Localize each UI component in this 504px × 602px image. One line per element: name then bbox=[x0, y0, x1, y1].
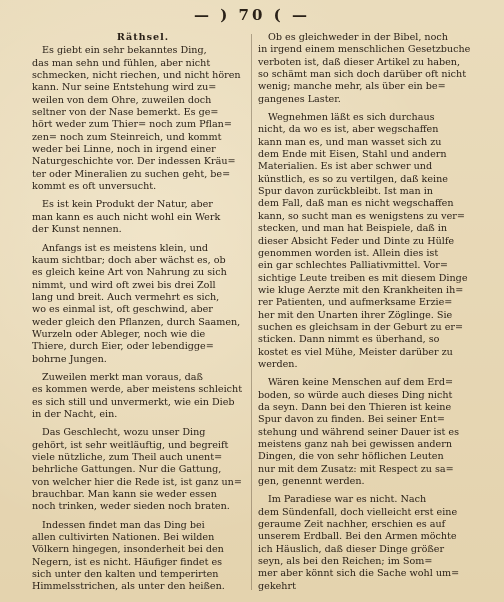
text-line: nur mit dem Zusatz: mit Respect zu sa= bbox=[258, 463, 454, 475]
page-number: — ) 70 ( — bbox=[194, 6, 310, 24]
paragraph bbox=[32, 199, 254, 236]
text-line: weilen von dem Ohre, zuweilen doch bbox=[32, 94, 212, 106]
text-line: weder bei Linne, noch in irgend einer bbox=[32, 144, 216, 156]
text-line: kann man es, und man wasset sich zu bbox=[258, 136, 442, 148]
article-heading: Räthsel. bbox=[116, 32, 170, 43]
text-line: rer Patienten, und aufmerksame Erzie= bbox=[258, 297, 453, 309]
text-line: sich unter den kalten und temperirten bbox=[32, 569, 219, 581]
text-line: Es giebt ein sehr bekanntes Ding, bbox=[42, 45, 207, 57]
text-line: kaum sichtbar; doch aber wächst es, ob bbox=[32, 254, 226, 266]
text-line: Indessen findet man das Ding bei bbox=[42, 519, 205, 531]
text-line: Spur davon zu finden. Bei seiner Ent= bbox=[258, 414, 445, 426]
text-line: bohrne Jungen. bbox=[32, 353, 107, 365]
text-line: gangenes Laster. bbox=[258, 93, 341, 105]
text-line: meistens ganz nah bei gewissen andern bbox=[258, 439, 452, 450]
text-line: noch trinken, weder sieden noch braten. bbox=[32, 501, 230, 513]
paragraph bbox=[32, 243, 254, 366]
text-line: dem Fall, daß man es nicht wegschaffen bbox=[258, 198, 454, 210]
text-line: kann, so sucht man es wenigstens zu ver= bbox=[258, 210, 465, 222]
text-line: kommt es oft unversucht. bbox=[32, 181, 157, 193]
text-line: Thiere, durch Eier, oder lebendigge= bbox=[32, 341, 214, 353]
paragraph bbox=[258, 377, 480, 488]
text-line: lang und breit. Auch vermehrt es sich, bbox=[32, 291, 220, 303]
text-line: Materialien. Es ist aber schwer und bbox=[258, 161, 433, 173]
text-line: Spur davon zurückbleibt. Ist man in bbox=[258, 186, 433, 198]
text-line: suchen es gleichsam in der Geburt zu er= bbox=[258, 321, 463, 333]
text-line: behrliche Gattungen. Nur die Gattung, bbox=[32, 464, 222, 476]
text-line: genommen worden ist. Allein dies ist bbox=[258, 247, 439, 259]
text-line: hört weder zum Thier= noch zum Pflan= bbox=[32, 119, 232, 131]
text-line: dem Sündenfall, doch vielleicht erst eine bbox=[258, 506, 458, 518]
text-line: seyn, als bei den Reichen; im Som= bbox=[258, 556, 433, 568]
text-line: ich Häuslich, daß dieser Dinge größer bbox=[258, 543, 445, 555]
text-line: von welcher hier die Rede ist, ist ganz un= bbox=[32, 476, 242, 488]
text-line: Zuweilen merkt man voraus, daß bbox=[42, 371, 203, 383]
text-line: Wären keine Menschen auf dem Erd= bbox=[268, 377, 453, 389]
text-line: ein gar schlechtes Palliativmittel. Vor= bbox=[258, 260, 448, 272]
text-line: sticken. Dann nimmt es überhand, so bbox=[258, 334, 440, 346]
text-line: boden, so würde auch dieses Ding nicht bbox=[258, 389, 453, 401]
text-line: stehung und während seiner Dauer ist es bbox=[258, 426, 460, 438]
text-line: der Kunst nennen. bbox=[32, 224, 122, 236]
text-line: verboten ist, daß dieser Artikel zu haben, bbox=[258, 56, 461, 68]
text-line: Im Paradiese war es nicht. Nach bbox=[268, 494, 427, 506]
text-line: wo es einmal ist, oft geschwind, aber bbox=[32, 304, 213, 316]
text-line: unserem Erdball. Bei den Armen möchte bbox=[258, 531, 457, 543]
text-line: das man sehn und fühlen, aber nicht bbox=[32, 57, 211, 69]
text-line: Wurzeln oder Ableger, noch wie die bbox=[32, 328, 206, 340]
text-line: es gleich keine Art von Nahrung zu sich bbox=[32, 267, 227, 279]
text-line: Das Geschlecht, wozu unser Ding bbox=[42, 427, 206, 439]
paragraph bbox=[258, 32, 480, 106]
text-line: Negern, ist es nicht. Häufiger findet es bbox=[32, 556, 223, 568]
paragraph bbox=[32, 372, 254, 421]
text-line: es kommen werde, aber meistens schleicht bbox=[32, 384, 243, 396]
paragraph bbox=[32, 45, 254, 193]
right-text-column bbox=[258, 32, 480, 593]
text-line: kann. Nur seine Entstehung wird zu= bbox=[32, 82, 217, 94]
text-line: ter oder Mineralien zu suchen geht, be= bbox=[32, 168, 231, 180]
paragraph bbox=[258, 494, 480, 593]
text-line: dem Ende mit Eisen, Stahl und andern bbox=[258, 149, 447, 161]
text-line: viele nützliche, zum Theil auch unent= bbox=[32, 452, 223, 463]
text-line: in der Nacht, ein. bbox=[32, 408, 118, 420]
paragraph bbox=[32, 427, 254, 513]
left-text-column bbox=[32, 32, 254, 594]
text-line: da seyn. Dann bei den Thieren ist keine bbox=[258, 401, 452, 413]
text-line: sichtige Leute treiben es mit diesem Dinge bbox=[258, 272, 468, 284]
paragraph bbox=[32, 520, 254, 594]
text-line: nicht, da wo es ist, aber wegschaffen bbox=[258, 124, 439, 136]
text-line: Himmelsstrichen, als unter den heißen. bbox=[32, 581, 225, 593]
text-line: her mit den Unarten ihrer Zöglinge. Sie bbox=[258, 309, 453, 321]
text-line: künstlich, es so zu vertilgen, daß keine bbox=[258, 173, 448, 185]
column-divider bbox=[251, 34, 252, 590]
text-line: nimmt, und wird oft zwei bis drei Zoll bbox=[32, 279, 216, 291]
text-line: Naturgeschichte vor. Der indessen Kräu= bbox=[32, 156, 236, 168]
text-line: zen= noch zum Steinreich, und kommt bbox=[32, 131, 222, 143]
text-line: wenig; manche mehr, als über ein be= bbox=[258, 81, 446, 93]
text-line: brauchbar. Man kann sie weder essen bbox=[32, 489, 217, 501]
text-line: wie kluge Aerzte mit den Krankheiten ih= bbox=[258, 284, 464, 296]
paragraph bbox=[258, 112, 480, 371]
text-line: geraume Zeit nachher, erschien es auf bbox=[258, 519, 446, 531]
text-line: mer aber könnt sich die Sache wohl um= bbox=[258, 568, 460, 580]
text-line: werden. bbox=[258, 358, 298, 370]
text-line: weder gleich den Pflanzen, durch Saamen, bbox=[32, 316, 241, 328]
text-line: kostet es viel Mühe, Meister darüber zu bbox=[258, 346, 453, 358]
text-line: allen cultivirten Nationen. Bei wilden bbox=[32, 532, 215, 544]
text-line: gekehrt bbox=[258, 580, 296, 592]
text-line: Es ist kein Produkt der Natur, aber bbox=[42, 199, 213, 211]
text-line: in irgend einem menschlichen Gesetzbuche bbox=[258, 44, 471, 56]
text-line: es sich still und unvermerkt, wie ein Dieb bbox=[32, 396, 235, 408]
text-line: Anfangs ist es meistens klein, und bbox=[42, 242, 209, 254]
text-line: schmecken, nicht riechen, und nicht hören bbox=[32, 70, 241, 82]
text-line: gehört, ist sehr weitläuftig, und begreift bbox=[32, 439, 229, 451]
text-line: Völkern hingegen, insonderheit bei den bbox=[32, 544, 224, 556]
text-line: gen, genennt werden. bbox=[258, 476, 365, 488]
text-line: Wegnehmen läßt es sich durchaus bbox=[268, 112, 435, 124]
text-line: dieser Absicht Feder und Dinte zu Hülfe bbox=[258, 235, 455, 247]
text-line: Dingen, die von sehr höflichen Leuten bbox=[258, 451, 444, 463]
page-header bbox=[0, 6, 504, 28]
text-line: stecken, und man hat Beispiele, daß in bbox=[258, 223, 448, 235]
text-line: Ob es gleichweder in der Bibel, noch bbox=[268, 32, 448, 43]
text-line: so schämt man sich doch darüber oft nicht bbox=[258, 69, 467, 81]
text-line: man kann es auch nicht wohl ein Werk bbox=[32, 211, 221, 223]
text-line: seltner von der Nase bemerkt. Es ge= bbox=[32, 107, 219, 119]
